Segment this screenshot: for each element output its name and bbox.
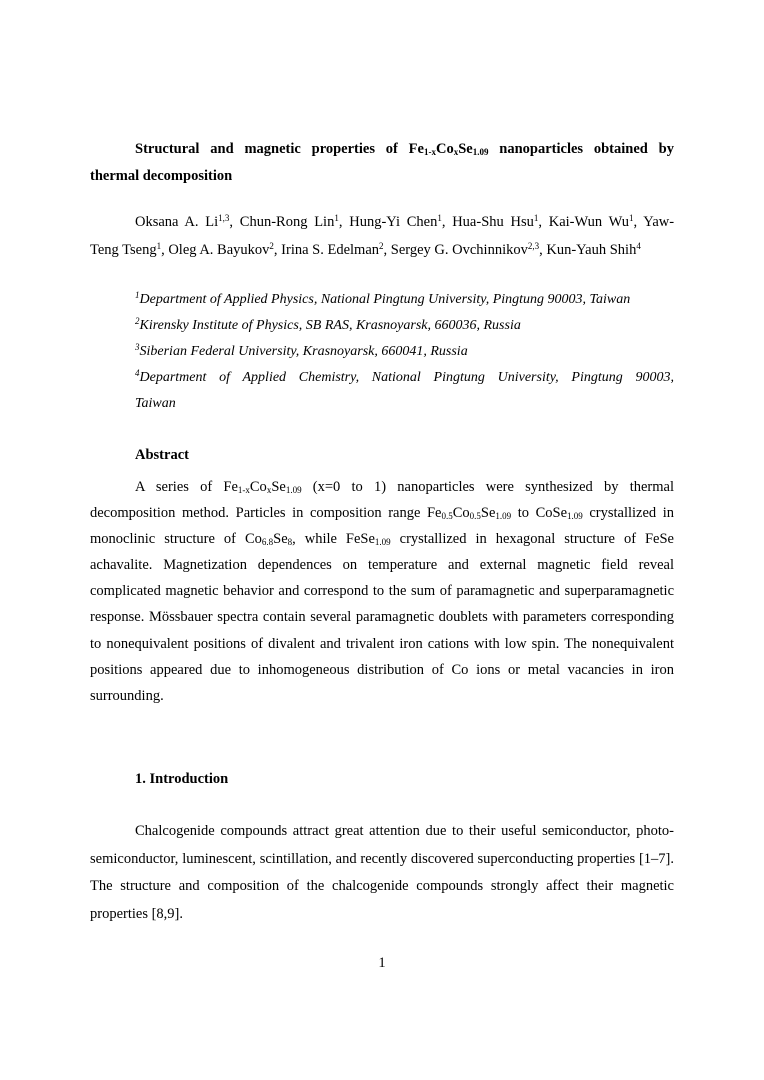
author-name: Irina S. Edelman [281, 242, 380, 258]
author-name: Oleg A. Bayukov [168, 242, 270, 258]
affiliation: $^2$Kirensky Institute of Physics, SB RAS, Krasnoyarsk, 660036, Russia [135, 316, 521, 333]
author-name: Oksana A. Li [135, 214, 219, 230]
author-name: Sergey G. Ovchinnikov [390, 242, 528, 258]
affiliation-list [135, 287, 674, 417]
authors-line-2: Teng Tseng$^1$, Oleg A. Bayukov$^2$, Irina S. Edelman$^2$, Sergey G. Ovchinnikov$^{2,3}$, Kun-Yauh Shih$^4$ [90, 241, 641, 258]
page-number: 1 [378, 955, 386, 971]
affiliation-continuation: Taiwan [135, 396, 176, 411]
abstract-heading: Abstract [135, 447, 189, 463]
author-name: Kai-Wun Wu [548, 214, 629, 230]
author-name: Chun-Rong Lin [239, 214, 335, 230]
author-name: Hung-Yi Chen [349, 214, 438, 230]
authors-line-1: Oksana A. Li$^{1,3}$, Chun-Rong Lin$^1$, Hung-Yi Chen$^1$, Hua-Shu Hsu$^1$, Kai-Wun Wu$^1$, Yaw- [135, 213, 675, 230]
author-name: Teng Tseng [90, 242, 157, 258]
author-name: Yaw- [643, 214, 675, 230]
author-name: Kun-Yauh Shih [546, 242, 637, 258]
abstract-body: A series of $Fe_{1-x}Co_xSe_{1.09}$ (x=0 to 1) nanoparticles were synthesized by thermal decomposition method. Particles in composition range $Fe_{0.5}Co_{0.5}Se_{1.09}$ to CoSe$_{1.09}$ crystallized in monoclinic structure of $Co_{6.8}Se_8$, while FeSe$_{1.09}$ crystallized in hexagonal structure of FeSe achavalite. Magnetization dependences on temperature and external magnetic field reveal complicated magnetic behavior and correspond to the sum of paramagnetic and superparamagnetic response. Mössbauer spectra contain several paramagnetic doublets with parameters corresponding to nonequivalent positions of divalent and trivalent iron cations with low spin. The nonequivalent positions appeared due to inhomogeneous distribution of Co ions or metal vacancies in iron surrounding. [90, 479, 675, 704]
author-name: Hua-Shu Hsu [452, 214, 534, 230]
title-line-2: thermal decomposition [90, 168, 233, 184]
introduction-body: Chalcogenide compounds attract great attention due to their useful semiconductor, photo-semiconductor, luminescent, scintillation, and recently discovered superconducting properties [1–7]. The structure and composition of the chalcogenide compounds strongly affect their magnetic properties [8,9]. [90, 823, 674, 922]
affiliation: $^3$Siberian Federal University, Krasnoyarsk, 660041, Russia [135, 342, 468, 359]
title-line-1: Structural and magnetic properties of $Fe_{1-x}Co_xSe_{1.09}$ nanoparticles obtained by [135, 141, 674, 157]
paper-title [90, 136, 674, 190]
author-list [90, 208, 674, 264]
affiliation: $^1$Department of Applied Physics, National Pingtung University, Pingtung 90003, Taiwan [135, 290, 631, 307]
introduction-heading: 1. Introduction [135, 771, 229, 787]
affiliation: $^4$Department of Applied Chemistry, National Pingtung University, Pingtung 90003, [135, 368, 674, 385]
